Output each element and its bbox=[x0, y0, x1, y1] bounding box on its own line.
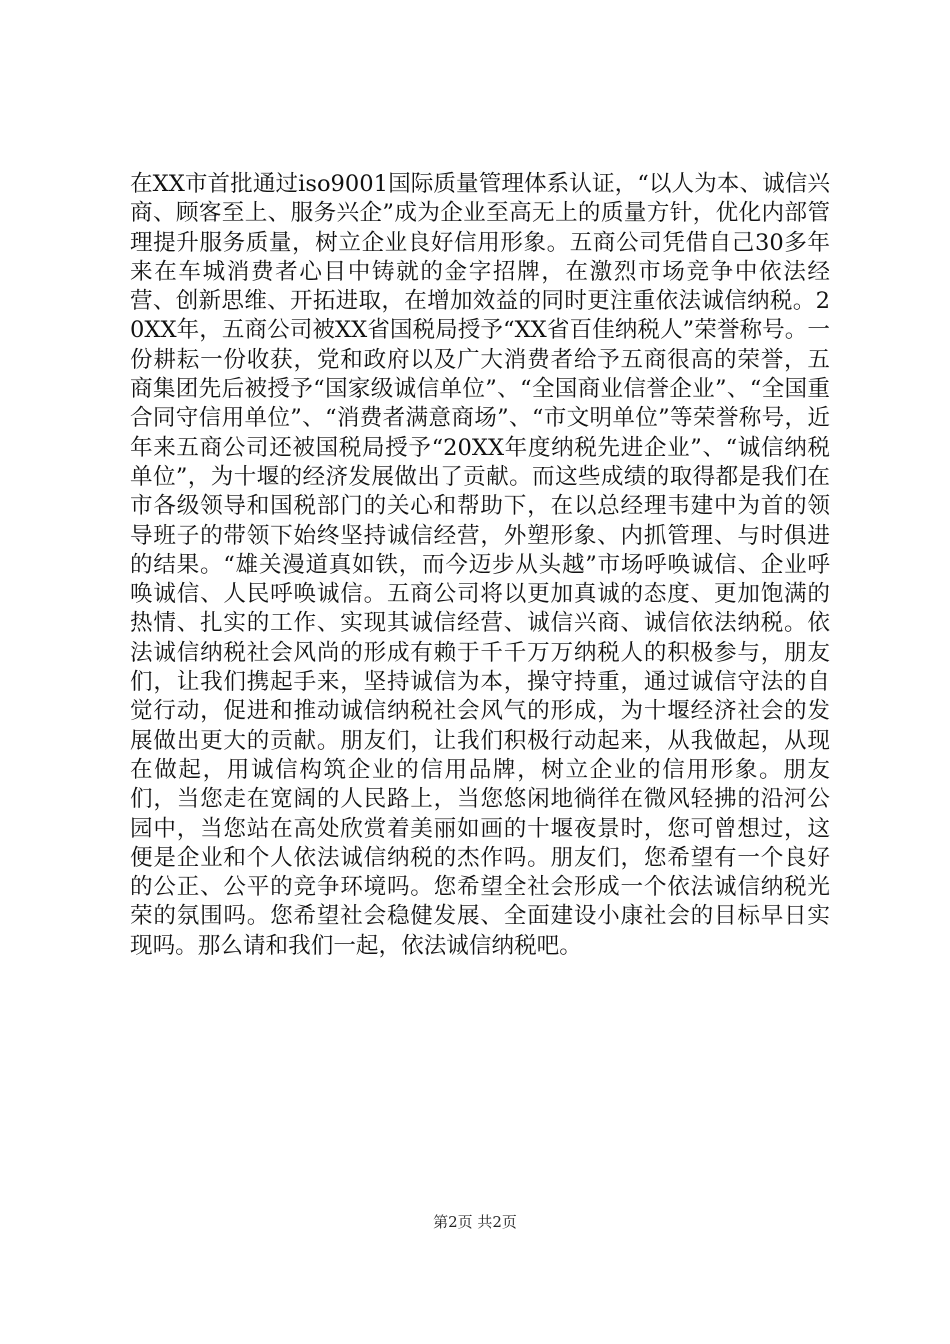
body-paragraph: 在XX市首批通过iso9001国际质量管理体系认证，“以人为本、诚信兴商、顾客至上、服务兴企”成为企业至高无上的质量方针，优化内部管理提升服务质量，树立企业良好信用形象。五商公司凭借自己30多年来在车城消费者心目中铸就的金字招牌，在激烈市场竞争中依法经营、创新思维、开拓进取，在增加效益的同时更注重依法诚信纳税。20XX年，五商公司被XX省国税局授予“XX省百佳纳税人”荣誉称号。一份耕耘一份收获，党和政府以及广大消费者给予五商很高的荣誉，五商集团先后被授予“国家级诚信单位”、“全国商业信誉企业”、“全国重合同守信用单位”、“消费者满意商场”、“市文明单位”等荣誉称号，近年来五商公司还被国税局授予“20XX年度纳税先进企业”、“诚信纳税单位”，为十堰的经济发展做出了贡献。而这些成绩的取得都是我们在市各级领导和国税部门的关心和帮助下，在以总经理韦建中为首的领导班子的带领下始终坚持诚信经营，外塑形象、内抓管理、与时俱进的结果。“雄关漫道真如铁，而今迈步从头越”市场呼唤诚信、企业呼唤诚信、人民呼唤诚信。五商公司将以更加真诚的态度、更加饱满的热情、扎实的工作、实现其诚信经营、诚信兴商、诚信依法纳税。依法诚信纳税社会风尚的形成有赖于千千万万纳税人的积极参与，朋友们，让我们携起手来，坚持诚信为本，操守持重，通过诚信守法的自觉行动，促进和推动诚信纳税社会风气的形成，为十堰经济社会的发展做出更大的贡献。朋友们，让我们积极行动起来，从我做起，从现在做起，用诚信构筑企业的信用品牌，树立企业的信用形象。朋友们，当您走在宽阔的人民路上，当您悠闲地徜徉在微风轻拂的沿河公园中，当您站在高处欣赏着美丽如画的十堰夜景时，您可曾想过，这便是企业和个人依法诚信纳税的杰作吗。朋友们，您希望有一个良好的公正、公平的竞争环境吗。您希望全社会形成一个依法诚信纳税光荣的氛围吗。您希望社会稳健发展、全面建设小康社会的目标早日实现吗。那么请和我们一起，依法诚信纳税吧。 bbox=[130, 171, 830, 959]
page-number-footer: 第2页 共2页 bbox=[433, 1213, 517, 1231]
